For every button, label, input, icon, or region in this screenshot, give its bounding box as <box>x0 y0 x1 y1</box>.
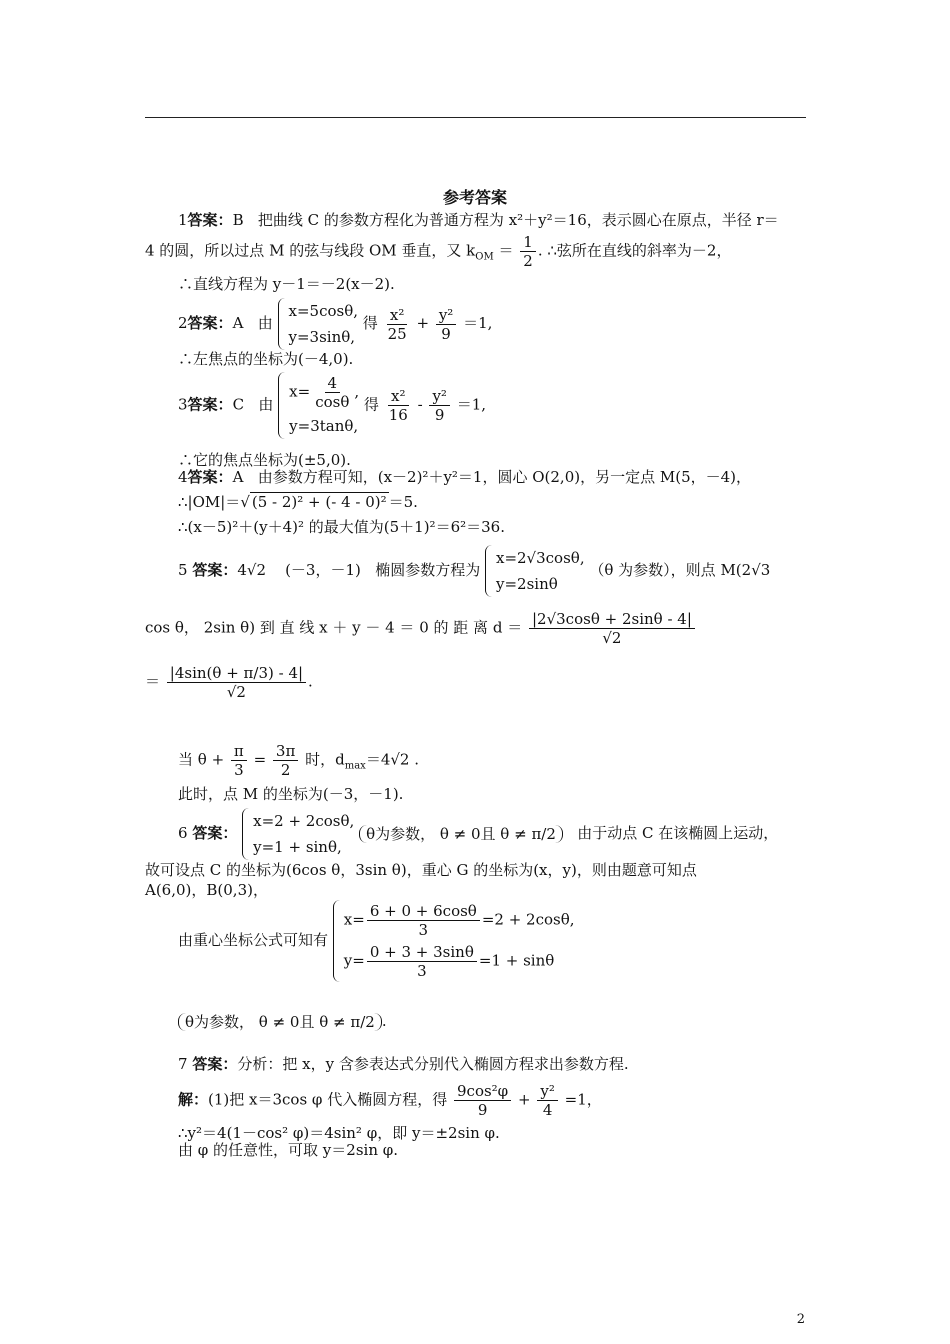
q3-line2: ∴它的焦点坐标为(±5,0). <box>178 451 351 469</box>
equation-system: x= $\frac{6 + 0 + 6\cos\theta}{3}$ =2 + 2cosθ, y= $\frac{0 + 3 + 3\sin\theta}{3}$ =1 + sinθ <box>333 900 575 982</box>
q2-line2: ∴左焦点的坐标为(－4,0). <box>178 350 354 368</box>
q6-line3: A(6,0)，B(0,3)， <box>145 881 268 899</box>
page-number: 2 <box>796 1312 805 1327</box>
equation-system: x=2 + 2cosθ, y=1 + sinθ, <box>242 808 354 860</box>
q5-line4: 当 θ + $\frac{\pi}{3}$ = $\frac{3\pi}{2}$ 时，$d_{max}=4√2$ . <box>178 742 419 779</box>
equation-system: x=5cosθ, y=3sinθ, <box>278 298 359 350</box>
q5-line3: ＝ $\frac{|4\sin(\theta + \pi/3) - 4|}{√2}$ . <box>145 664 313 701</box>
q5-line2: cos θ， 2sin θ) 到 直 线 x ＋ y － 4 ＝ 0 的 距 离 d ＝ $\frac{|2√3\cos\theta + 2\sin\theta - 4|}{√2}$ <box>145 610 697 647</box>
q2-line1: 2答案：A 由 x=5cosθ, y=3sinθ, 得 $\frac{\text{x²}}{25}$ + $\frac{\text{y²}}{9}$ ＝1, <box>178 298 492 350</box>
q5-line5: 此时，点 M 的坐标为(－3，－1). <box>178 785 404 803</box>
q6-line1: 6 答案： x=2 + 2cosθ, y=1 + sinθ, θ为参数， θ ≠ 0且 θ ≠ π/2 由于动点 C 在该椭圆上运动， <box>178 808 778 860</box>
q4-line1: 4答案：A 由参数方程可知，(x－2)²＋y²＝1，圆心 O(2,0)，另一定点 M(5，－4)， <box>178 468 752 486</box>
equation-system: x= $\frac{4}{\cos\theta}$ , y=3tanθ, <box>278 372 359 439</box>
q5-line1: 5 答案：4√2 (－3，－1) 椭圆参数方程为 x=2√3cosθ, y=2sinθ （θ 为参数），则点 M(2√3 <box>178 545 770 597</box>
q7-line1: 7 答案：分析：把 x，y 含参表达式分别代入椭圆方程求出参数方程. <box>178 1055 629 1073</box>
fraction: $\frac{1}{2}$ <box>520 233 536 270</box>
header-rule <box>145 117 806 118</box>
q4-line2: ∴|OM|＝√ (5 - 2)² + (- 4 - 0)² ＝5. <box>178 493 418 511</box>
q7-line2: 解：(1)把 x＝3cos φ 代入椭圆方程，得 $\frac{\text{9cos²φ}}{9}$ + $\frac{\text{y²}}{4}$ =1， <box>178 1082 602 1119</box>
q6-line5: θ为参数， θ ≠ 0且 θ ≠ π/2 . <box>178 1012 387 1031</box>
q7-line4: 由 φ 的任意性，可取 y＝2sin φ. <box>178 1141 399 1159</box>
q6-line2: 故可设点 C 的坐标为(6cos θ，3sin θ)，重心 G 的坐标为(x，y)，则由题意可知点 <box>145 861 697 879</box>
q6-line4: 由重心坐标公式可知有 x= $\frac{6 + 0 + 6\cos\theta}{3}$ =2 + 2cosθ, y= $\frac{0 + 3 + 3\sin\theta}{3}$ =1 + sinθ <box>178 902 575 980</box>
page-title: 参考答案 <box>442 188 507 207</box>
q4-line3: ∴(x－5)²＋(y＋4)² 的最大值为(5＋1)²＝6²＝36. <box>178 518 505 536</box>
q7-line3: ∴y²＝4(1－cos² φ)＝4sin² φ，即 y＝±2sin φ. <box>178 1124 500 1142</box>
q1-line1: 1答案：B 把曲线 C 的参数方程化为普通方程为 x²＋y²＝16，表示圆心在原点，半径 r＝ <box>178 211 779 229</box>
equation-system: x=2√3cosθ, y=2sinθ <box>485 545 585 597</box>
q3-line1: 3答案：C 由 x= $\frac{4}{\cos\theta}$ , y=3tanθ, 得 $\frac{\text{x²}}{16}$ - $\frac{\text{y²}}{9}$ ＝1, <box>178 372 486 439</box>
q1-line2: 4 的圆，所以过点 M 的弦与线段 OM 垂直，又 $k_{OM}$ ＝ $\frac{1}{2}$ . ∴弦所在直线的斜率为－2， <box>145 233 732 270</box>
q1-line3: ∴直线方程为 y－1＝－2(x－2). <box>178 275 395 293</box>
